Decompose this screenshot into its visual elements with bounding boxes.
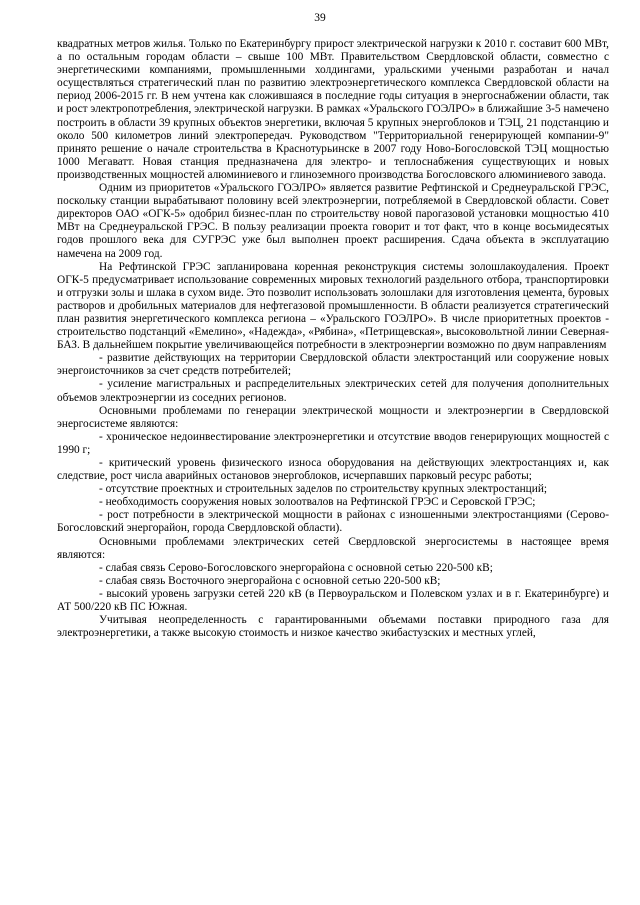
paragraph: - рост потребности в электрической мощности в районах с изношенными электростанциями (Серово-Богословский энергорайон, города Свердловской области). bbox=[57, 509, 609, 535]
paragraph: Одним из приоритетов «Уральского ГОЭЛРО» является развитие Рефтинской и Среднеуральской ГРЭС, поскольку станции вырабатывают половину всей электроэнергии, потребляемой в Свердловской области. Совет директоров ОАО «ОГК-5» одобрил бизнес-план по строительству новой парогазовой установки мощностью 410 МВт на Среднеуральской ГРЭС. В пользу реализации проекта говорит и тот факт, что в конце восьмидесятых годов прошлого века для СУГРЭС уже был выполнен проект расширения. Сдача объекта в эксплуатацию намечена на 2009 год. bbox=[57, 182, 609, 260]
paragraph: - слабая связь Серово-Богословского энергорайона с основной сетью 220-500 кВ; bbox=[99, 561, 493, 574]
body-text bbox=[57, 38, 609, 640]
page-number: 39 bbox=[314, 12, 326, 24]
paragraph: - необходимость сооружения новых золоотвалов на Рефтинской ГРЭС и Серовской ГРЭС; bbox=[99, 496, 536, 509]
paragraph: квадратных метров жилья. Только по Екатеринбургу прирост электрической нагрузки к 2010 г. составит 600 МВт, а по остальным городам области – свыше 100 МВт. Правительством Свердловской области, совместно с энергетическими компаниями, промышленными холдингами, уральскими учеными разработан и начал осуществляться стратегический план по развитию электроэнергетического комплекса Свердловской области на период 2006-2015 гг. В нем учтена как сложившаяся в последние годы ситуация в энергоснабжении области, так и рост электропотребления, электрической нагрузки. В рамках «Уральского ГОЭЛРО» в ближайшие 3-5 намечено построить в области 39 крупных объектов энергетики, включая 5 крупных энергоблоков и ТЭЦ, 21 подстанцию и около 500 километров линий электропередач. Руководством "Территориальной генерирующей компании-9" принято решение о начале строительства в Краснотурьинске в 2007 году Ново-Богословской ТЭЦ мощностью 1000 Мегаватт. Новая станция предназначена для электро- и теплоснабжения существующих и новых производственных мощностей алюминиевого и глиноземного производства Богословского алюминиевого завода. bbox=[57, 38, 609, 181]
paragraph: - развитие действующих на территории Свердловской области электростанций или сооружение новых энергоисточников за счет средств потребителей; bbox=[57, 352, 609, 378]
paragraph: - отсутствие проектных и строительных заделов по строительству крупных электростанций; bbox=[99, 483, 548, 496]
paragraph: - высокий уровень загрузки сетей 220 кВ (в Первоуральском и Полевском узлах и в г. Екатеринбурге) и АТ 500/220 кВ ПС Южная. bbox=[57, 587, 609, 614]
paragraph: - усиление магистральных и распределительных электрических сетей для получения дополнительных объемов электроэнергии из соседних регионов. bbox=[57, 378, 609, 404]
paragraph: Основными проблемами электрических сетей Свердловской энергосистемы в настоящее время являются: bbox=[57, 535, 609, 561]
paragraph: Учитывая неопределенность с гарантированными объемами поставки природного газа для электроэнергетики, а также высокую стоимость и низкое качество экибастузских и местных углей, bbox=[57, 614, 609, 640]
paragraph: - слабая связь Восточного энергорайона с основной сетью 220-500 кВ; bbox=[99, 574, 441, 587]
paragraph: Основными проблемами по генерации электрической мощности и электроэнергии в Свердловской энергосистеме являются: bbox=[57, 404, 609, 430]
paragraph: На Рефтинской ГРЭС запланирована коренная реконструкция системы золошлакоудаления. Проект ОГК-5 предусматривает использование современных мировых технологий раздельного отбора, транспортировки и отгрузки золы и шлака в сухом виде. Это позволит использовать золошлаки для изготовления цемента, буровых растворов и дробильных материалов для нефтегазовой промышленности. В области реализуется стратегический план развития энергетического комплекса региона – «Уральского ГОЭЛРО». В числе приоритетных проектов - строительство подстанций «Емелино», «Надежда», «Рябина», «Петрищевская», высоковольтной линии Северная-БАЗ. В дальнейшем покрытие увеличивающейся потребности в электроэнергии возможно по двум направлениям bbox=[57, 260, 609, 352]
paragraph: - хроническое недоинвестирование электроэнергетики и отсутствие вводов генерирующих мощностей с 1990 г; bbox=[57, 430, 609, 456]
paragraph: - критический уровень физического износа оборудования на действующих электростанциях и, как следствие, рост числа аварийных остановов энергоблоков, исчерпавших парковый ресурс работы; bbox=[57, 457, 609, 483]
